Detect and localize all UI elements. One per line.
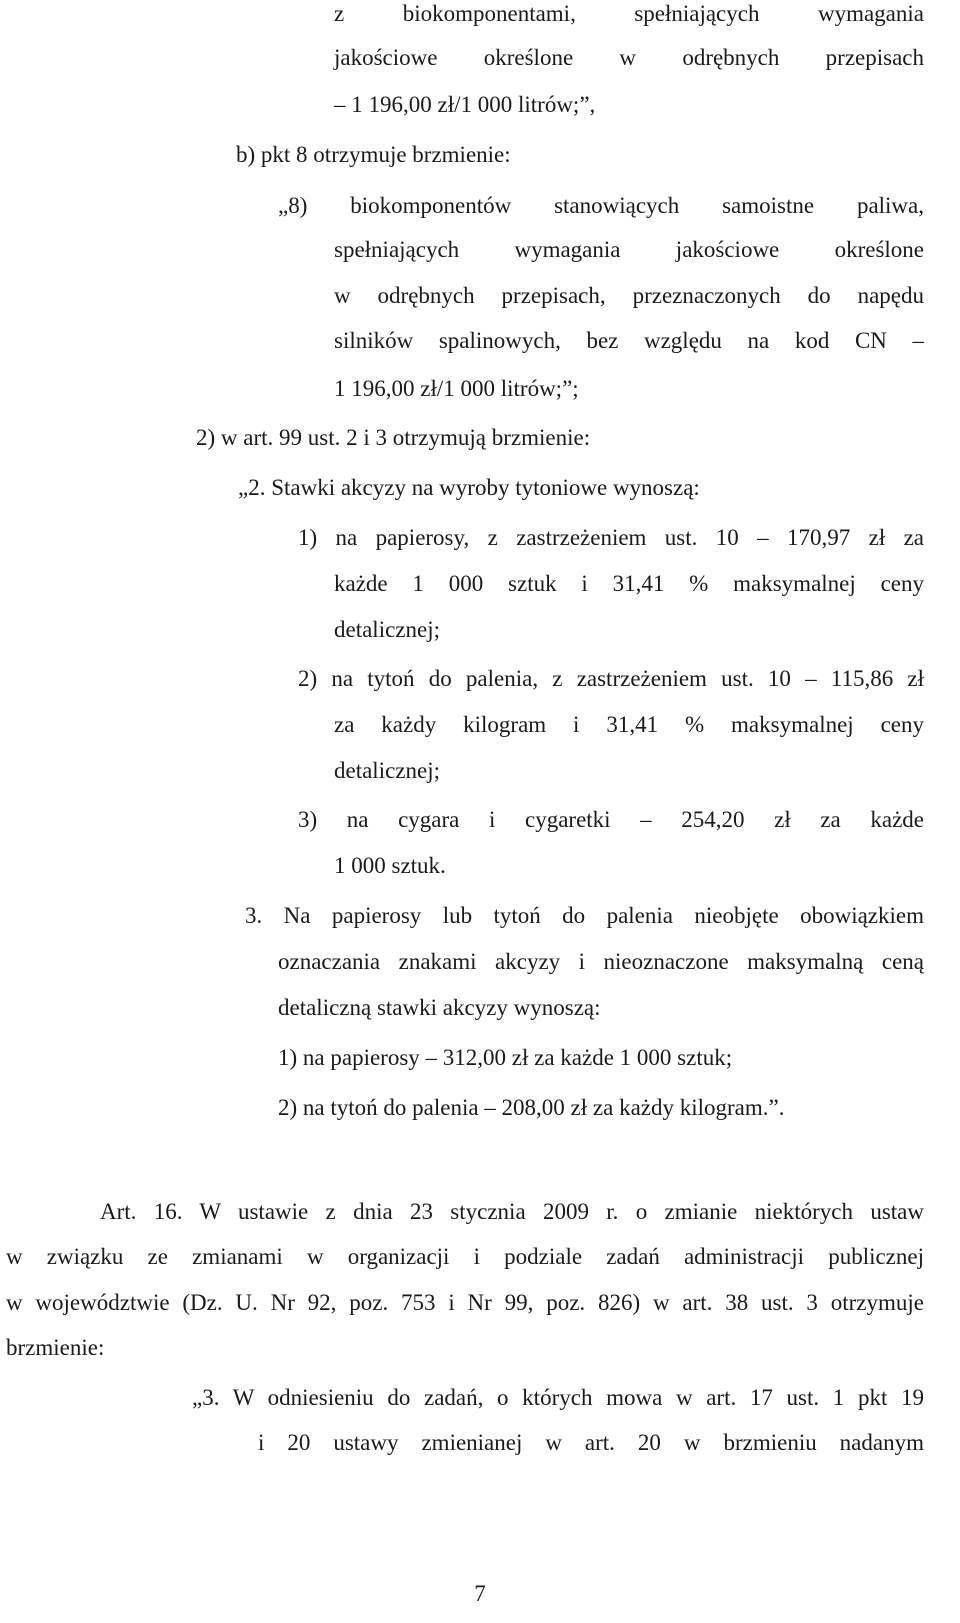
text-line: w województwie (Dz. U. Nr 92, poz. 753 i Nr 99, poz. 826) w art. 38 ust. 3 otrzymuje xyxy=(6,1290,924,1315)
text-line: z biokomponentami, spełniających wymagania xyxy=(334,1,924,26)
text-line: silników spalinowych, bez względu na kod CN – xyxy=(334,328,924,353)
text-line: za każdy kilogram i 31,41 % maksymalnej ceny xyxy=(334,712,924,737)
text-line: – 1 196,00 zł/1 000 litrów;”, xyxy=(334,92,596,117)
text-line: detalicznej; xyxy=(334,758,440,783)
text-line: 2) na tytoń do palenia, z zastrzeżeniem ust. 10 – 115,86 zł xyxy=(298,666,924,691)
text-line: 2) w art. 99 ust. 2 i 3 otrzymują brzmienie: xyxy=(196,425,591,450)
text-line: brzmienie: xyxy=(6,1335,105,1360)
text-line: każde 1 000 sztuk i 31,41 % maksymalnej ceny xyxy=(334,571,924,596)
text-line: 3. Na papierosy lub tytoń do palenia nieobjęte obowiązkiem xyxy=(245,903,924,928)
page-number: 7 xyxy=(474,1581,486,1606)
text-line: w odrębnych przepisach, przeznaczonych do napędu xyxy=(334,283,924,308)
text-line: „2. Stawki akcyzy na wyroby tytoniowe wynoszą: xyxy=(238,475,700,500)
text-line: Art. 16. W ustawie z dnia 23 stycznia 2009 r. o zmianie niektórych ustaw xyxy=(100,1199,924,1224)
text-line: jakościowe określone w odrębnych przepisach xyxy=(334,45,924,70)
text-line: oznaczania znakami akcyzy i nieoznaczone maksymalną ceną xyxy=(278,949,924,974)
text-line: „3. W odniesieniu do zadań, o których mowa w art. 17 ust. 1 pkt 19 xyxy=(192,1385,924,1410)
text-line: detalicznej; xyxy=(334,617,440,642)
text-line: i 20 ustawy zmienianej w art. 20 w brzmieniu nadanym xyxy=(258,1430,924,1455)
text-line: 1) na papierosy, z zastrzeżeniem ust. 10 – 170,97 zł za xyxy=(298,525,924,550)
text-line: „8) biokomponentów stanowiących samoistne paliwa, xyxy=(278,193,924,218)
text-line: b) pkt 8 otrzymuje brzmienie: xyxy=(236,142,511,167)
text-line: detaliczną stawki akcyzy wynoszą: xyxy=(278,995,601,1020)
text-line: 2) na tytoń do palenia – 208,00 zł za każdy kilogram.”. xyxy=(278,1095,785,1120)
text-line: spełniających wymagania jakościowe określone xyxy=(334,237,924,262)
text-line: 1 196,00 zł/1 000 litrów;”; xyxy=(334,376,579,401)
text-line: 3) na cygara i cygaretki – 254,20 zł za każde xyxy=(298,807,924,832)
text-line: 1) na papierosy – 312,00 zł za każde 1 000 sztuk; xyxy=(278,1045,733,1070)
text-line: 1 000 sztuk. xyxy=(334,853,446,878)
text-line: w związku ze zmianami w organizacji i podziale zadań administracji publicznej xyxy=(6,1244,924,1269)
